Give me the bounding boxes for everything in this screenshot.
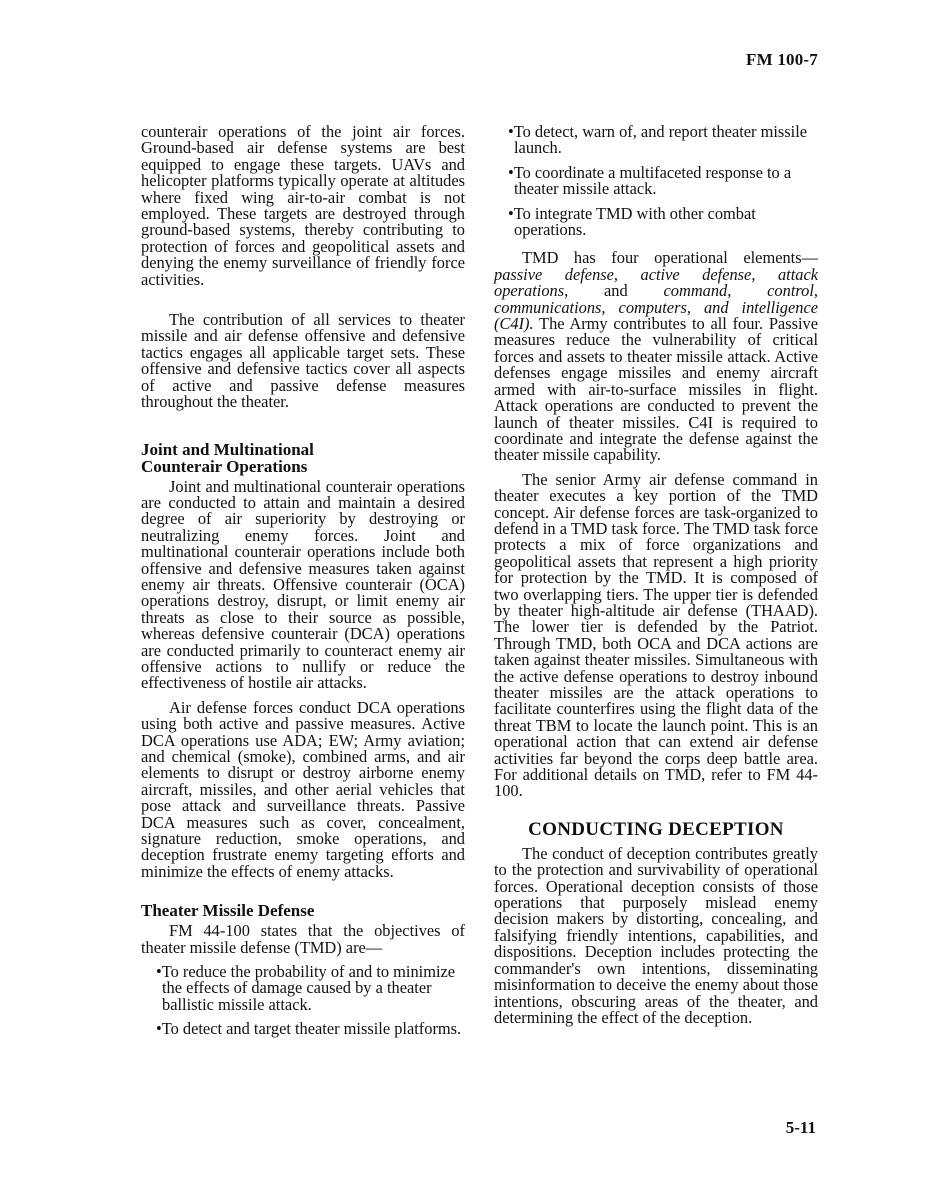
right-paragraph-2: The senior Army air defense command in theater executes a key portion of the TMD concept. Air defense forces are task-organized to defend in a TMD task force. The TMD task force protects a mix of force organizations and geopolitical assets that represent a high priority for protection by the TMD. It is composed of two overlapping tiers. The upper tier is defended by theater high-altitude air defense (THAAD). The lower tier is defended by the Patriot. Through TMD, both OCA and DCA actions are taken against theater missiles. Simultaneous with the active defense operations to destroy inbound theater missiles are the attack operations to facilitate counterfires using the flight data of the threat TBM to locate the launch point. This is an operational action that can extend air defense activities far beyond the corps deep battle area. For additional details on TMD, refer to FM 44-100. <box>494 469 818 801</box>
left-paragraph-5: FM 44-100 states that the objectives of theater missile defense (TMD) are— <box>141 921 465 957</box>
left-paragraph-4: Air defense forces conduct DCA operations using both active and passive measures. Active DCA operations use ADA; EW; Army aviation; and chemical (smoke), combined arms, and air elements to disrupt or destroy airborne enemy aircraft, missiles, and other aerial vehicles that pose attack and surveillance threats. Passive DCA measures such as cover, concealment, signature reduction, smoke operations, and deception frustrate enemy targeting efforts and minimize the effects of enemy attacks. <box>141 697 465 881</box>
tmd-objectives-list-right <box>494 124 818 238</box>
tmd-elements-italic-2: command, control, communications, computers, and intelligence (C4I). <box>494 281 818 334</box>
list-item: •To reduce the probability of and to minimize the effects of damage caused by a theater ballistic missile attack. <box>156 962 456 1014</box>
list-item: •To detect and target theater missile platforms. <box>156 1019 462 1039</box>
tmd-objectives-list-left <box>141 964 465 1038</box>
left-paragraph-2: The contribution of all services to theater missile and air defense offensive and defensive tactics engages all applicable target sets. These offensive and defensive tactics cover all aspects of active and passive defense measures throughout the theater. <box>141 310 465 412</box>
tmd-elements-rest: The Army contributes to all four. Passive measures reduce the vulnerability of critical forces and assets to theater missile attack. Active defenses engage missiles and enemy aircraft armed with air-to-surface missiles in flight. Attack operations are conducted to prevent the launch of theater missiles. C4I is required to coordinate and integrate the defense against the theater missile capability. <box>494 314 818 465</box>
heading-line-1: Joint and Multinational <box>141 439 314 459</box>
list-item: •To detect, warn of, and report theater missile launch. <box>508 122 808 158</box>
section-heading-counterair <box>141 441 465 475</box>
left-column <box>141 124 465 1038</box>
tmd-elements-intro: TMD has four operational elements— <box>522 248 818 268</box>
right-paragraph-1 <box>494 250 818 463</box>
left-paragraph-1: counterair operations of the joint air forces. Ground-based air defense systems are best equipped to engage these targets. UAVs and helicopter platforms typically operate at altitudes where fixed wing air-to-air combat is not employed. These targets are destroyed through ground-based systems, thereby contributing to protection of forces and geopolitical assets and denying the enemy surveillance of friendly force activities. <box>141 122 465 289</box>
tmd-elements-and: and <box>568 281 664 301</box>
heading-line-2: Counterair Operations <box>141 456 308 476</box>
list-item: •To coordinate a multifaceted response to a theater missile attack. <box>508 162 792 199</box>
running-header: FM 100-7 <box>746 50 818 69</box>
list-item: •To integrate TMD with other combat operations. <box>508 203 756 240</box>
right-column <box>494 124 818 1026</box>
section-heading-tmd: Theater Missile Defense <box>141 901 315 921</box>
tmd-elements-italic: passive defense, active defense, attack operations, <box>494 264 818 301</box>
page-number: 5-11 <box>785 1118 816 1137</box>
left-paragraph-3: Joint and multinational counterair operations are conducted to attain and maintain a desired degree of air superiority by destroying or neutralizing enemy forces. Joint and multinational counterair operations include both offensive and defensive measures taken against enemy air threats. Offensive counterair (OCA) operations destroy, disrupt, or limit enemy air threats as close to their source as possible, whereas defensive counterair (DCA) operations are conducted primarily to counteract enemy air offensive actions to nullify or reduce the effectiveness of hostile air attacks. <box>141 476 465 693</box>
right-paragraph-3: The conduct of deception contributes greatly to the protection and survivability of operational forces. Operational deception consists of those operations that purposely mislead enemy decision makers by distorting, concealing, and falsifying friendly intentions, capabilities, and dispositions. Deception includes protecting the commander's own intentions, disseminating misinformation to deceive the enemy about those intentions, obscuring areas of the theater, and determining the effect of the deception. <box>494 843 818 1027</box>
section-heading-deception: CONDUCTING DECEPTION <box>528 818 784 840</box>
